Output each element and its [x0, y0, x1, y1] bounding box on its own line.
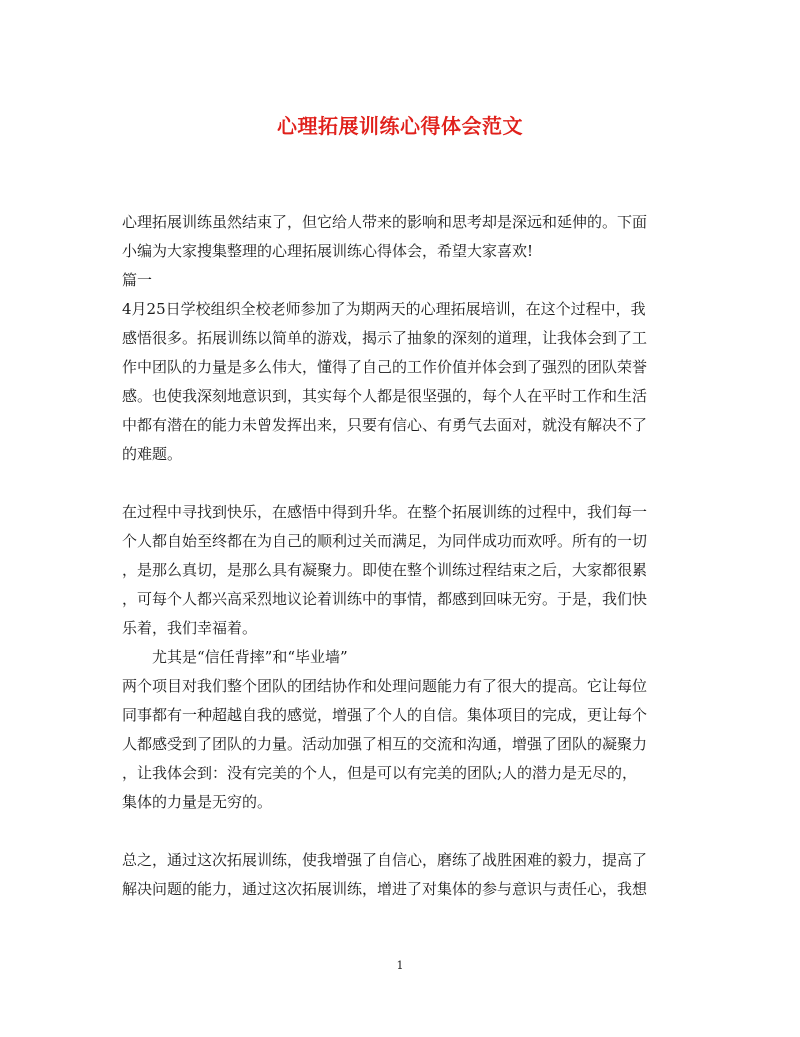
section-heading: 篇一: [122, 271, 153, 289]
paragraph-gap: [122, 817, 682, 846]
text-line: 解决问题的能力，通过这次拓展训练，增进了对集体的参与意识与责任心，我想: [122, 880, 648, 898]
text-line: 心理拓展训练虽然结束了，但它给人带来的影响和思考却是深远和延伸的。下面: [122, 213, 648, 231]
text-line: ，可每个人都兴高采烈地议论着训练中的事情，都感到回味无穷。于是，我们快: [122, 590, 648, 608]
text-line: ，让我体会到：没有完美的个人，但是可以有完美的团队;人的潜力是无尽的，: [122, 764, 638, 782]
text-line: 感。也使我深刻地意识到，其实每个人都是很坚强的，每个人在平时工作和生活: [122, 387, 648, 405]
text-line: 同事都有一种超越自我的感觉，增强了个人的自信。集体项目的完成，更让每个: [122, 706, 648, 724]
text-line: 两个项目对我们整个团队的团结协作和处理问题能力有了很大的提高。它让每位: [122, 677, 648, 695]
text-line: 4月25日学校组织全校老师参加了为期两天的心理拓展培训，在这个过程中，我: [122, 300, 646, 318]
text-line: 作中团队的力量是多么伟大，懂得了自己的工作价值并体会到了强烈的团队荣誉: [122, 358, 648, 376]
document-body: [122, 208, 682, 904]
text-line: 乐着，我们幸福着。: [122, 619, 258, 637]
text-line: 人都感受到了团队的力量。活动加强了相互的交流和沟通，增强了团队的凝聚力: [122, 735, 648, 753]
text-line: 中都有潜在的能力未曾发挥出来，只要有信心、有勇气去面对，就没有解决不了: [122, 416, 648, 434]
page-number: 1: [396, 959, 404, 972]
text-line: ，是那么真切，是那么具有凝聚力。即使在整个训练过程结束之后，大家都很累: [122, 561, 648, 579]
text-line: 小编为大家搜集整理的心理拓展训练心得体会，希望大家喜欢!: [122, 242, 534, 260]
text-line: 感悟很多。拓展训练以简单的游戏，揭示了抽象的深刻的道理，让我体会到了工: [122, 329, 648, 347]
document-title: 心理拓展训练心得体会范文: [277, 114, 523, 138]
text-line: 在过程中寻找到快乐，在感悟中得到升华。在整个拓展训练的过程中，我们每一: [122, 503, 648, 521]
text-line: 个人都自始至终都在为自己的顺利过关而满足，为同伴成功而欢呼。所有的一切: [122, 532, 648, 550]
paragraph-gap: [122, 469, 682, 498]
text-line: 总之，通过这次拓展训练，使我增强了自信心，磨练了战胜困难的毅力，提高了: [122, 851, 648, 869]
text-line: 集体的力量是无穷的。: [122, 793, 273, 811]
text-line: 的难题。: [122, 445, 183, 463]
text-line-indented: 尤其是“信任背摔”和“毕业墙”: [152, 648, 348, 666]
